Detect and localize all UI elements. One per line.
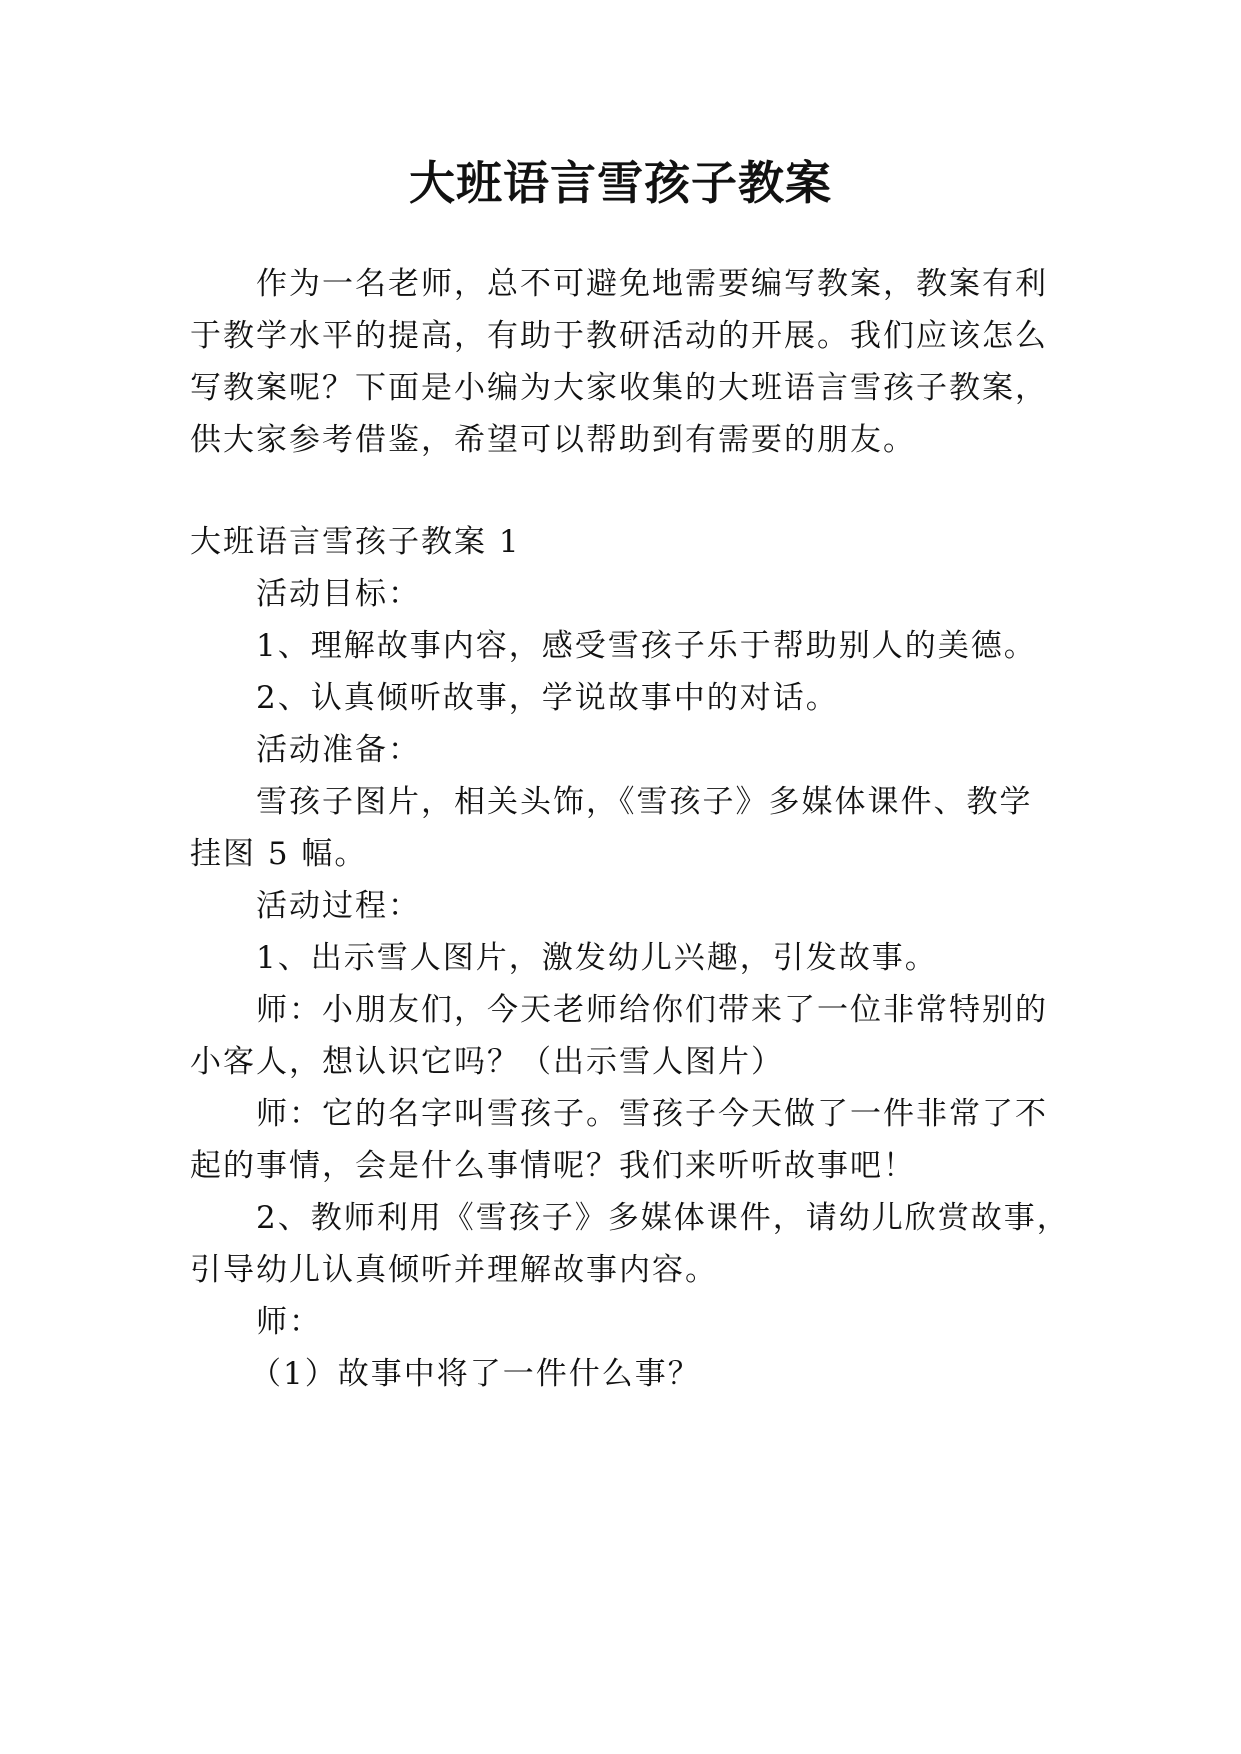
section-heading: 大班语言雪孩子教案 1 <box>190 524 521 560</box>
body-line: 1、出示雪人图片，激发幼儿兴趣，引发故事。 <box>256 940 938 976</box>
intro-line: 写教案呢？下面是小编为大家收集的大班语言雪孩子教案， <box>190 370 1048 406</box>
body-line: 2、认真倾听故事，学说故事中的对话。 <box>256 680 839 716</box>
body-line: 挂图 5 幅。 <box>190 836 368 872</box>
body-line: 雪孩子图片，相关头饰，《雪孩子》多媒体课件、教学 <box>256 784 1033 820</box>
body-line: 师：小朋友们，今天老师给你们带来了一位非常特别的 <box>256 992 1048 1028</box>
body-line: 引导幼儿认真倾听并理解故事内容。 <box>190 1252 718 1288</box>
body-line: （1）故事中将了一件什么事？ <box>250 1356 701 1392</box>
body-line: 1、理解故事内容，感受雪孩子乐于帮助别人的美德。 <box>256 628 1037 664</box>
body-line: 起的事情，会是什么事情呢？我们来听听故事吧！ <box>190 1148 916 1184</box>
body-line: 小客人，想认识它吗？（出示雪人图片） <box>190 1044 784 1080</box>
body-line: 师：它的名字叫雪孩子。雪孩子今天做了一件非常了不 <box>256 1096 1048 1132</box>
body-line: 活动准备： <box>256 732 421 768</box>
body-line: 活动目标： <box>256 576 421 612</box>
body-line: 2、教师利用《雪孩子》多媒体课件，请幼儿欣赏故事， <box>256 1200 1070 1236</box>
body-line: 活动过程： <box>256 888 421 924</box>
body-line: 师： <box>256 1304 322 1340</box>
document-title: 大班语言雪孩子教案 <box>409 156 832 210</box>
intro-line: 作为一名老师，总不可避免地需要编写教案，教案有利 <box>256 266 1048 302</box>
intro-line: 于教学水平的提高，有助于教研活动的开展。我们应该怎么 <box>190 318 1048 354</box>
intro-line: 供大家参考借鉴，希望可以帮助到有需要的朋友。 <box>190 422 916 458</box>
